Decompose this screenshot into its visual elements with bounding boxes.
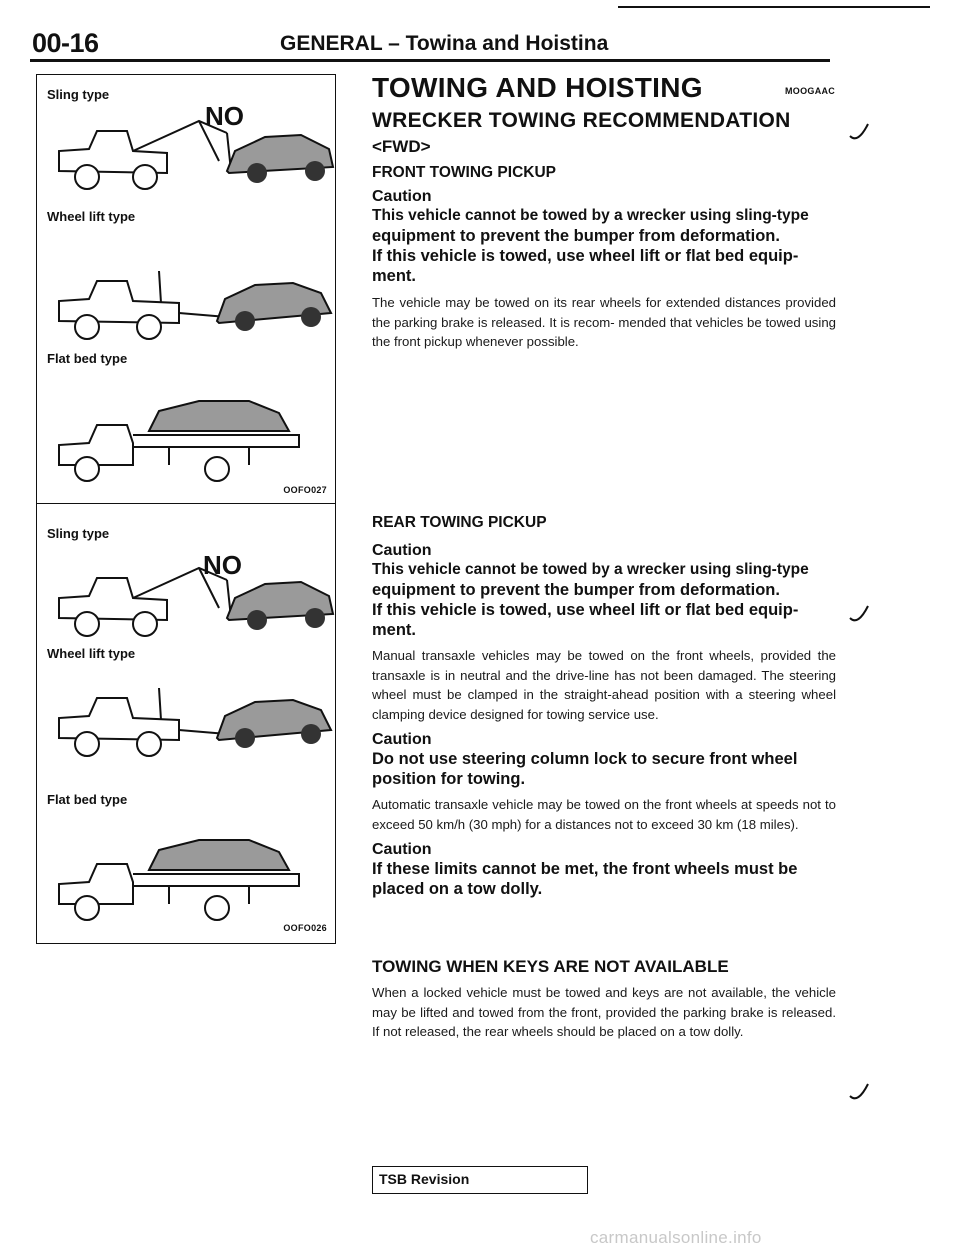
- caution-text: ment.: [372, 621, 417, 639]
- title-code: MOOGAAC: [785, 86, 836, 96]
- header-rule: [30, 59, 830, 62]
- wheel-lift-type-label: Wheel lift type: [47, 646, 136, 661]
- wheel-lift-type-label: Wheel lift type: [47, 209, 136, 224]
- caution-text: If these limits cannot be met, the front wheels must be: [372, 860, 798, 878]
- caution-label: Caution: [372, 731, 432, 748]
- caution-text: This vehicle cannot be towed by a wrecker using sling-type: [372, 207, 809, 224]
- front-pickup-body: The vehicle may be towed on its rear wheels for extended distances provided the parking brake is released. It is recom- mended that vehicles be towed using the front pickup whenever possible.: [372, 295, 836, 349]
- rear-pickup-heading: REAR TOWING PICKUP: [372, 514, 547, 531]
- keys-heading: TOWING WHEN KEYS ARE NOT AVAILABLE: [372, 957, 729, 976]
- front-towing-figure: [36, 74, 336, 504]
- main-title: TOWING AND HOISTING: [372, 72, 703, 103]
- sling-type-label: Sling type: [47, 526, 110, 541]
- figure-code: OOFO026: [283, 923, 327, 933]
- sub-title: WRECKER TOWING RECOMMENDATION: [372, 109, 791, 132]
- front-pickup-heading: FRONT TOWING PICKUP: [372, 164, 556, 181]
- caution-text: ment.: [372, 267, 417, 285]
- rear-pickup-body: Manual transaxle vehicles may be towed on the front wheels, provided the transaxle is in neutral and the drive-line has not been damaged. The steering wheel must be clamped in the straight-ahead position with a steering wheel clamping device designed for towing service use.: [372, 648, 836, 722]
- footer-url: carmanualsonline.info: [590, 1228, 762, 1247]
- keys-body: When a locked vehicle must be towed and keys are not available, the vehicle may be lifted and towed from the front, provided the parking brake is released. If not released, the rear wheels should be placed on a tow dolly.: [372, 985, 836, 1039]
- caution-text: placed on a tow dolly.: [372, 880, 543, 898]
- wheel-lift-truck-illustration: [49, 261, 339, 343]
- tsb-revision-box: [372, 1166, 588, 1194]
- top-rule: [618, 6, 930, 8]
- caution-text: If this vehicle is towed, use wheel lift or flat bed equip-: [372, 601, 799, 619]
- caution-text: position for towing.: [372, 770, 526, 788]
- caution-text: equipment to prevent the bumper from deformation.: [372, 227, 780, 245]
- sling-truck-illustration: [49, 548, 339, 640]
- flat-bed-truck-illustration: [49, 395, 339, 485]
- caution-text: equipment to prevent the bumper from deformation.: [372, 581, 780, 599]
- flat-bed-truck-illustration: [49, 834, 339, 924]
- fwd-tag: <FWD>: [372, 137, 431, 156]
- flat-bed-type-label: Flat bed type: [47, 792, 128, 807]
- sling-truck-illustration: [49, 101, 339, 193]
- tsb-revision-label: TSB Revision: [379, 1171, 470, 1187]
- no-mark-front: NO: [205, 101, 244, 131]
- page-number: 00-16: [32, 28, 99, 58]
- caution-text: If this vehicle is towed, use wheel lift or flat bed equip-: [372, 247, 799, 265]
- rear-towing-figure: [36, 504, 336, 944]
- front-towing-section: [372, 137, 836, 352]
- sling-type-label: Sling type: [47, 87, 110, 102]
- check-mark-icon: [848, 604, 870, 626]
- rear-towing-section: [372, 514, 836, 899]
- keys-section: [372, 957, 836, 1042]
- no-mark-rear: NO: [203, 550, 242, 580]
- page-header: [30, 28, 830, 58]
- figure-code: OOFO027: [283, 485, 327, 495]
- check-mark-icon: [848, 1082, 870, 1104]
- caution-text: This vehicle cannot be towed by a wrecker using sling-type: [372, 561, 809, 578]
- section-title: GENERAL – Towina and Hoistina: [280, 32, 609, 55]
- check-mark-icon: [848, 122, 870, 144]
- wheel-lift-truck-illustration: [49, 678, 339, 760]
- caution-text: Do not use steering column lock to secure front wheel: [372, 750, 798, 768]
- caution-label: Caution: [372, 542, 432, 559]
- caution-label: Caution: [372, 188, 432, 205]
- caution-label: Caution: [372, 841, 432, 858]
- automatic-transaxle-body: Automatic transaxle vehicle may be towed on the front wheels at speeds not to exceed 50 km/h (30 mph) for a distances not to exceed 30 km (18 miles).: [372, 797, 836, 832]
- flat-bed-type-label: Flat bed type: [47, 351, 128, 366]
